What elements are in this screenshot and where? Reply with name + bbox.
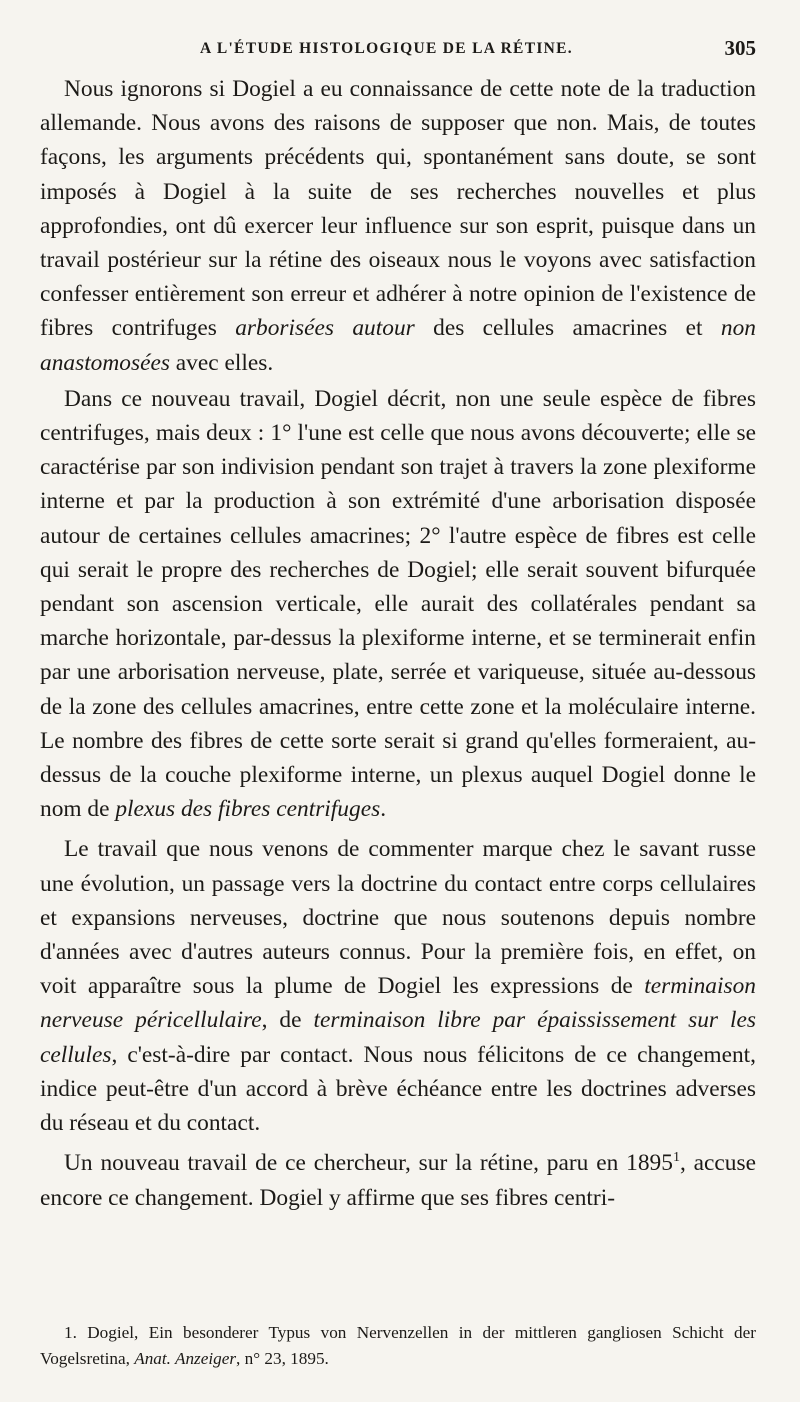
page-number: 305	[724, 36, 756, 60]
footnote-text	[40, 1320, 756, 1372]
text-run: des cellules amacrines et	[414, 315, 721, 342]
text-run: Le travail que nous venons de commenter marque chez le savant russe une évolution, un passage vers la doctrine du contact entre corps cellulaires et expansions nerveuses, doctrine que nous soutenons depuis nombre d'années avec d'autres auteurs connus. Pour la première fois, en effet, on voit apparaître sous la plume de Dogiel les expressions de	[40, 836, 756, 1000]
italic-run: terminaison libre par épaississement sur les cellules	[40, 1007, 756, 1068]
journal-title: Anat. Anzeiger	[134, 1349, 237, 1368]
text-run: , c'est-à-dire par contact. Nous nous félicitons de ce changement, indice peut-être d'un accord à brève échéance entre les doctrines adverses du réseau et du contact.	[40, 1041, 756, 1137]
italic-run: terminaison nerveuse péricellulaire	[40, 973, 756, 1034]
text-run: avec elles.	[169, 349, 274, 376]
text-run: , de	[261, 1007, 314, 1034]
italic-run: non anastomosées	[40, 315, 756, 376]
running-title: A L'ÉTUDE HISTOLOGIQUE DE LA RÉTINE.	[200, 40, 573, 57]
text-run: .	[380, 796, 387, 823]
paragraph-4	[40, 1146, 756, 1214]
text-run: Un nouveau travail de ce chercheur, sur la rétine, paru en 1895	[64, 1150, 673, 1177]
text-run: Nous ignorons si Dogiel a eu connaissance de cette note de la traduction allemande. Nous avons des raisons de supposer que non. Mais, de toutes façons, les arguments précédents qui, spontanément sans doute, se sont imposés à Dogiel à la suite de ses recherches nouvelles et plus approfondies, ont dû exercer leur influence sur son esprit, puisque dans un travail postérieur sur la rétine des oiseaux nous le voyons avec satisfaction confesser entièrement son erreur et adhérer à notre opinion de l'existence de fibres contrifuges	[40, 76, 756, 342]
text-run: Dans ce nouveau travail, Dogiel décrit, non une seule espèce de fibres centrifuges, mais deux : 1° l'une est celle que nous avons découverte; elle se caractérise par son indivision pendant son trajet à travers la zone plexiforme interne et par la production à son extrémité d'une arborisation disposée autour de certaines cellules amacrines; 2° l'autre espèce de fibres est celle qui serait le propre des recherches de Dogiel; elle serait souvent bifurquée pendant son ascension verticale, elle aurait des collatérales pendant sa marche horizontale, par-dessus la plexiforme interne, et se terminerait enfin par une arborisation nerveuse, plate, serrée et variqueuse, située au-dessous de la zone des cellules amacrines, entre cette zone et la moléculaire interne. Le nombre des fibres de cette sorte serait si grand qu'elles formeraient, au-dessus de la couche plexiforme interne, un plexus auquel Dogiel donne le nom de	[40, 385, 756, 823]
paragraph-2	[40, 382, 756, 827]
body-text	[40, 72, 756, 1215]
footnote	[40, 1320, 756, 1372]
italic-run: plexus des fibres centrifuges	[115, 796, 381, 823]
footnote-ref: 1	[672, 1149, 680, 1166]
paragraph-3	[40, 832, 756, 1140]
italic-run: arborisées autour	[235, 315, 415, 342]
footnote-marker: 1.	[64, 1323, 77, 1342]
text-run: , n° 23, 1895.	[236, 1349, 329, 1368]
paragraph-1	[40, 72, 756, 380]
text-run: , accuse encore ce changement. Dogiel y affirme que ses fibres centri-	[40, 1150, 756, 1211]
text-run: Dogiel, Ein besonderer Typus von Nervenzellen in der mittleren gangliosen Schicht der Vogelsretina,	[40, 1323, 756, 1368]
page-header	[40, 36, 756, 62]
